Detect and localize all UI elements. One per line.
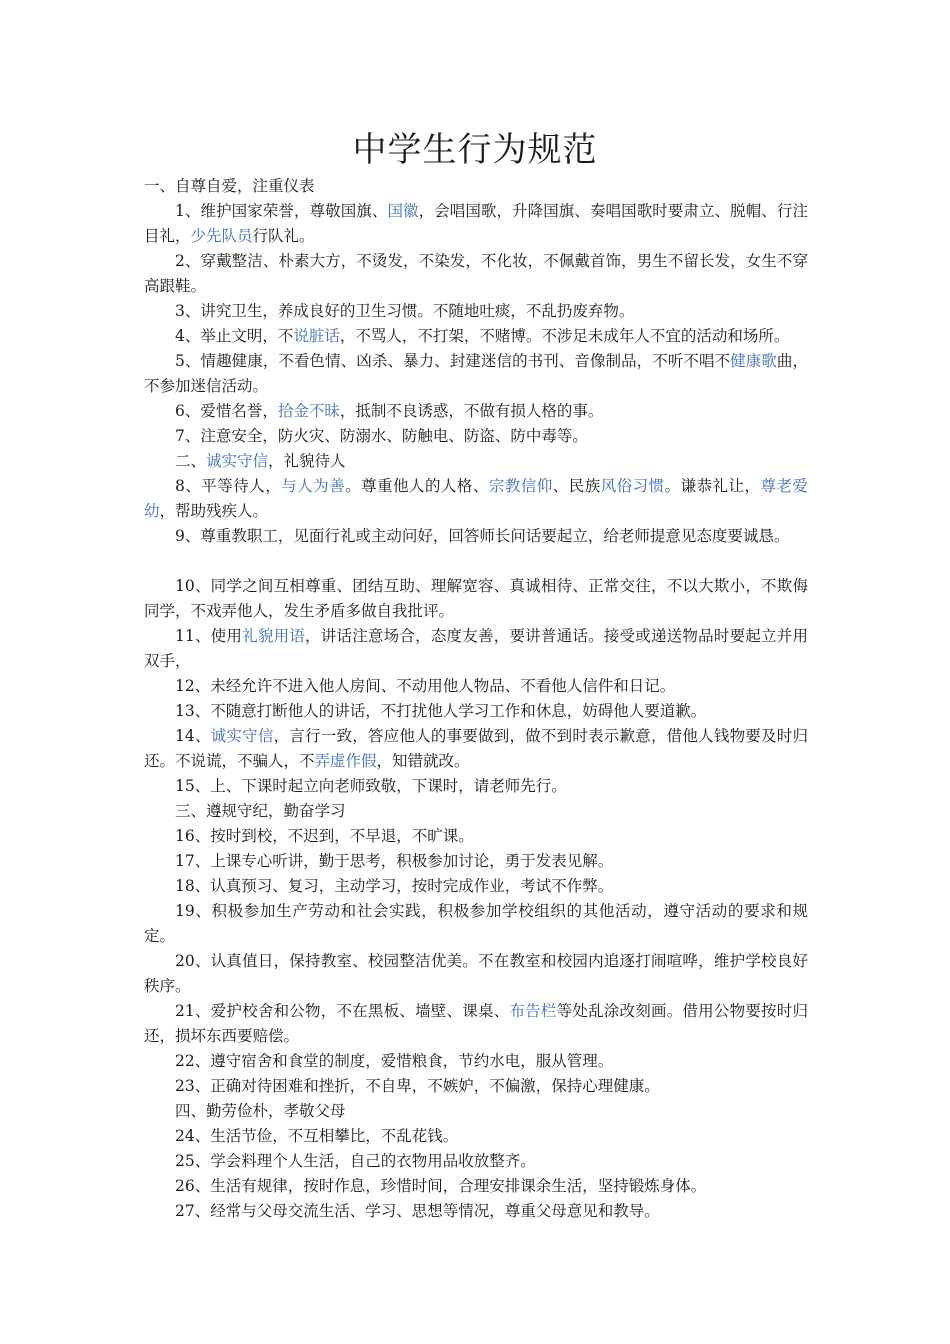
paragraph-text: 、民族 bbox=[552, 477, 601, 495]
paragraph bbox=[144, 774, 808, 799]
paragraph bbox=[144, 624, 808, 674]
paragraph-text: 5、情趣健康，不看色情、凶杀、暴力、封建迷信的书刊、音像制品，不听不唱不 bbox=[175, 352, 731, 370]
paragraph bbox=[144, 299, 808, 324]
paragraph-text: 二、 bbox=[175, 452, 207, 470]
hyperlink[interactable]: 国徽 bbox=[387, 202, 419, 220]
paragraph-text: 7、注意安全，防火灾、防溺水、防触电、防盗、防中毒等。 bbox=[175, 427, 588, 445]
hyperlink[interactable]: 礼貌用语 bbox=[242, 627, 306, 645]
hyperlink[interactable]: 与人为善 bbox=[281, 477, 346, 495]
paragraph-text: 4、举止文明，不 bbox=[175, 327, 294, 345]
paragraph bbox=[144, 1149, 808, 1174]
paragraph bbox=[144, 949, 808, 999]
paragraph-text: 17、上课专心听讲，勤于思考，积极参加讨论，勇于发表见解。 bbox=[175, 852, 614, 870]
paragraph-text: ，讲话注意场合，态度友善，要讲普通话。接受或递送物品时要起立并用双手， bbox=[144, 627, 808, 670]
hyperlink[interactable]: 健康歌 bbox=[730, 352, 777, 370]
paragraph-text: 19、积极参加生产劳动和社会实践，积极参加学校组织的其他活动，遵守活动的要求和规定。 bbox=[144, 902, 808, 945]
hyperlink[interactable]: 风俗习惯 bbox=[600, 477, 665, 495]
hyperlink[interactable]: 尊老爱幼 bbox=[144, 477, 808, 520]
paragraph bbox=[144, 1049, 808, 1074]
paragraph bbox=[144, 674, 808, 699]
paragraph-text: 23、正确对待困难和挫折，不自卑，不嫉妒，不偏激，保持心理健康。 bbox=[175, 1077, 660, 1095]
paragraph bbox=[144, 199, 808, 249]
paragraph-text: 27、经常与父母交流生活、学习、思想等情况，尊重父母意见和教导。 bbox=[175, 1202, 660, 1220]
paragraph-text: 11、使用 bbox=[175, 627, 243, 645]
paragraph bbox=[144, 424, 808, 449]
paragraph bbox=[144, 349, 808, 399]
paragraph-text: 曲，不参加迷信活动。 bbox=[144, 352, 808, 395]
paragraph-text: ，言行一致，答应他人的事要做到，做不到时表示歉意，借他人钱物要及时归还。不说谎，不骗人，不 bbox=[144, 727, 808, 770]
paragraph bbox=[144, 824, 808, 849]
document-title: 中学生行为规范 bbox=[352, 130, 598, 170]
hyperlink[interactable]: 宗教信仰 bbox=[488, 477, 553, 495]
paragraph-text: 3、讲究卫生，养成良好的卫生习惯。不随地吐痰，不乱扔废弃物。 bbox=[175, 302, 635, 320]
paragraph bbox=[144, 524, 808, 549]
paragraph bbox=[144, 1174, 808, 1199]
paragraph-text: 。尊重他人的人格、 bbox=[345, 477, 489, 495]
paragraph bbox=[144, 574, 808, 624]
paragraph bbox=[144, 449, 808, 474]
paragraph-text: ，抵制不良诱惑，不做有损人格的事。 bbox=[339, 402, 604, 420]
document-body bbox=[144, 174, 808, 1224]
paragraph bbox=[144, 1199, 808, 1224]
paragraph-text: 24、生活节俭，不互相攀比，不乱花钱。 bbox=[175, 1127, 459, 1145]
hyperlink[interactable]: 拾金不昧 bbox=[277, 402, 340, 420]
hyperlink[interactable]: 少先队员 bbox=[190, 227, 253, 245]
paragraph-text: 9、尊重教职工，见面行礼或主动问好，回答师长问话要起立，给老师提意见态度要诚恳。 bbox=[175, 527, 790, 545]
paragraph-text: 10、同学之间互相尊重、团结互助、理解宽容、真诚相待、正常交往，不以大欺小，不欺侮同学，不戏弄他人，发生矛盾多做自我批评。 bbox=[144, 577, 808, 620]
hyperlink[interactable]: 诚实守信 bbox=[206, 452, 269, 470]
paragraph bbox=[144, 724, 808, 774]
paragraph bbox=[144, 999, 808, 1049]
paragraph-text: ，帮助残疾人。 bbox=[159, 502, 269, 520]
paragraph bbox=[144, 799, 808, 824]
paragraph bbox=[144, 1124, 808, 1149]
paragraph-text: 13、不随意打断他人的讲话，不打扰他人学习工作和休息，妨碍他人要道歉。 bbox=[175, 702, 707, 720]
hyperlink[interactable]: 诚实守信 bbox=[210, 727, 274, 745]
paragraph bbox=[144, 699, 808, 724]
paragraph bbox=[144, 849, 808, 874]
hyperlink[interactable]: 弄虚作假 bbox=[314, 752, 377, 770]
paragraph-text: 等处乱涂改刻画。借用公物要按时归还，损坏东西要赔偿。 bbox=[144, 1002, 808, 1045]
paragraph bbox=[144, 399, 808, 424]
paragraph-text: 26、生活有规律，按时作息，珍惜时间，合理安排课余生活，坚持锻炼身体。 bbox=[175, 1177, 707, 1195]
paragraph-text: 行队礼。 bbox=[252, 227, 315, 245]
paragraph-text: 一、自尊自爱，注重仪表 bbox=[144, 177, 315, 195]
paragraph-text: 6、爱惜名誉， bbox=[175, 402, 278, 420]
paragraph-text: 三、遵规守纪，勤奋学习 bbox=[175, 802, 346, 820]
paragraph-text: ，礼貌待人 bbox=[268, 452, 346, 470]
paragraph-text: 。谦恭礼让， bbox=[664, 477, 761, 495]
paragraph bbox=[144, 874, 808, 899]
paragraph-text: 15、上、下课时起立向老师致敬，下课时，请老师先行。 bbox=[175, 777, 567, 795]
paragraph-text: 四、勤劳俭朴，孝敬父母 bbox=[175, 1102, 346, 1120]
paragraph-text: 18、认真预习、复习，主动学习，按时完成作业，考试不作弊。 bbox=[175, 877, 614, 895]
hyperlink[interactable]: 说脏话 bbox=[293, 327, 340, 345]
paragraph-text: 21、爱护校舍和公物，不在黑板、墙壁、课桌、 bbox=[175, 1002, 510, 1020]
paragraph-text: ，会唱国歌，升降国旗、奏唱国歌时要肃立、脱帽、行注目礼， bbox=[144, 202, 808, 245]
paragraph bbox=[144, 324, 808, 349]
paragraph bbox=[144, 249, 808, 299]
hyperlink[interactable]: 布告栏 bbox=[509, 1002, 557, 1020]
paragraph-text: 25、学会料理个人生活，自己的衣物用品收放整齐。 bbox=[175, 1152, 536, 1170]
paragraph bbox=[144, 1074, 808, 1099]
paragraph-text: 8、平等待人， bbox=[175, 477, 282, 495]
paragraph-text: ，知错就改。 bbox=[376, 752, 470, 770]
paragraph-text: 14、 bbox=[175, 727, 211, 745]
paragraph-text: 2、穿戴整洁、朴素大方，不烫发，不染发，不化妆，不佩戴首饰，男生不留长发，女生不穿高跟鞋。 bbox=[144, 252, 808, 295]
paragraph bbox=[144, 474, 808, 524]
paragraph-text: 20、认真值日，保持教室、校园整洁优美。不在教室和校园内追逐打闹喧哗，维护学校良好秩序。 bbox=[144, 952, 808, 995]
paragraph bbox=[144, 1099, 808, 1124]
paragraph-text: 16、按时到校，不迟到，不早退，不旷课。 bbox=[175, 827, 474, 845]
blank-line bbox=[144, 549, 808, 574]
paragraph-text: 12、未经允许不进入他人房间、不动用他人物品、不看他人信件和日记。 bbox=[175, 677, 676, 695]
paragraph-text: 1、维护国家荣誉，尊敬国旗、 bbox=[175, 202, 388, 220]
paragraph-text: ，不骂人，不打架，不赌博。不涉足未成年人不宜的活动和场所。 bbox=[339, 327, 790, 345]
paragraph-text: 22、遵守宿舍和食堂的制度，爱惜粮食，节约水电，服从管理。 bbox=[175, 1052, 614, 1070]
paragraph bbox=[144, 174, 808, 199]
paragraph bbox=[144, 899, 808, 949]
